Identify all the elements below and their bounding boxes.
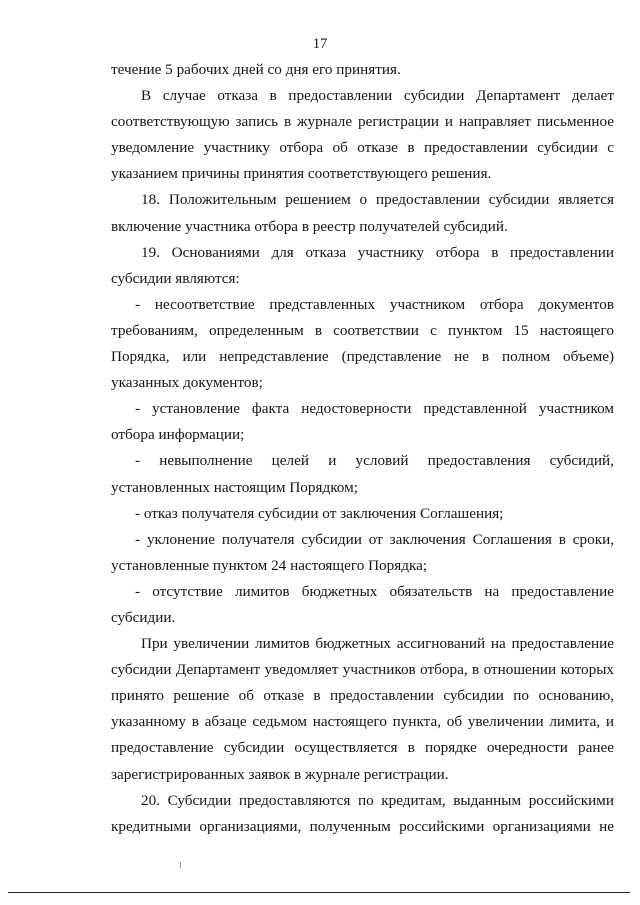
paragraph-continuation: течение 5 рабочих дней со дня его принятия. — [111, 61, 401, 78]
paragraph-clause-20: 20. Субсидии предоставляются по кредитам, выданным российскими кредитными организациями, полученным российскими организациями не — [111, 791, 614, 835]
paragraph-clause-19: 19. Основаниями для отказа участнику отбора в предоставлении субсидии являются: — [111, 243, 614, 287]
list-item-refusal-agreement: - отказ получателя субсидии от заключения Соглашения; — [135, 504, 504, 522]
list-item-nonconformity: - несоответствие представленных участником отбора документов требованиям, определенным в соответствии с пунктом 15 настоящего Порядка, или непредставление (представление не в полном объеме) указанных документов; — [111, 295, 614, 392]
paragraph-limit-increase: При увеличении лимитов бюджетных ассигнований на предоставление субсидии Департамент уведомляет участников отбора, в отношении которых принято решение об отказе в предоставлении субсидии по основанию, указанному в абзаце седьмом настоящего пункта, об увеличении лимита, и предоставление субсидии осуществляется в порядке очередности ранее зарегистрированных заявок в журнале регистрации. — [111, 635, 614, 783]
page-number: 17 — [312, 36, 328, 52]
paragraph-clause-18: 18. Положительным решением о предоставлении субсидии является включение участника отбора в реестр получателей субсидий. — [111, 191, 614, 235]
document-body — [111, 57, 614, 840]
list-item-unreliable-info: - установление факта недостоверности представленной участником отбора информации; — [111, 400, 614, 444]
list-item-nonfulfillment: - невыполнение целей и условий предоставления субсидий, установленных настоящим Порядком; — [111, 452, 614, 496]
paragraph-refusal-notice: В случае отказа в предоставлении субсидии Департамент делает соответствующую запись в журнале регистрации и направляет письменное уведомление участнику отбора об отказе в предоставлении субсидии с указанием причины принятия соответствующего решения. — [111, 87, 614, 183]
scan-mark — [180, 862, 181, 868]
list-item-no-limits: - отсутствие лимитов бюджетных обязательств на предоставление субсидии. — [111, 582, 614, 626]
page-bottom-rule — [8, 892, 630, 893]
list-item-evasion-agreement: - уклонение получателя субсидии от заключения Соглашения в сроки, установленные пунктом 24 настоящего Порядка; — [111, 530, 614, 574]
